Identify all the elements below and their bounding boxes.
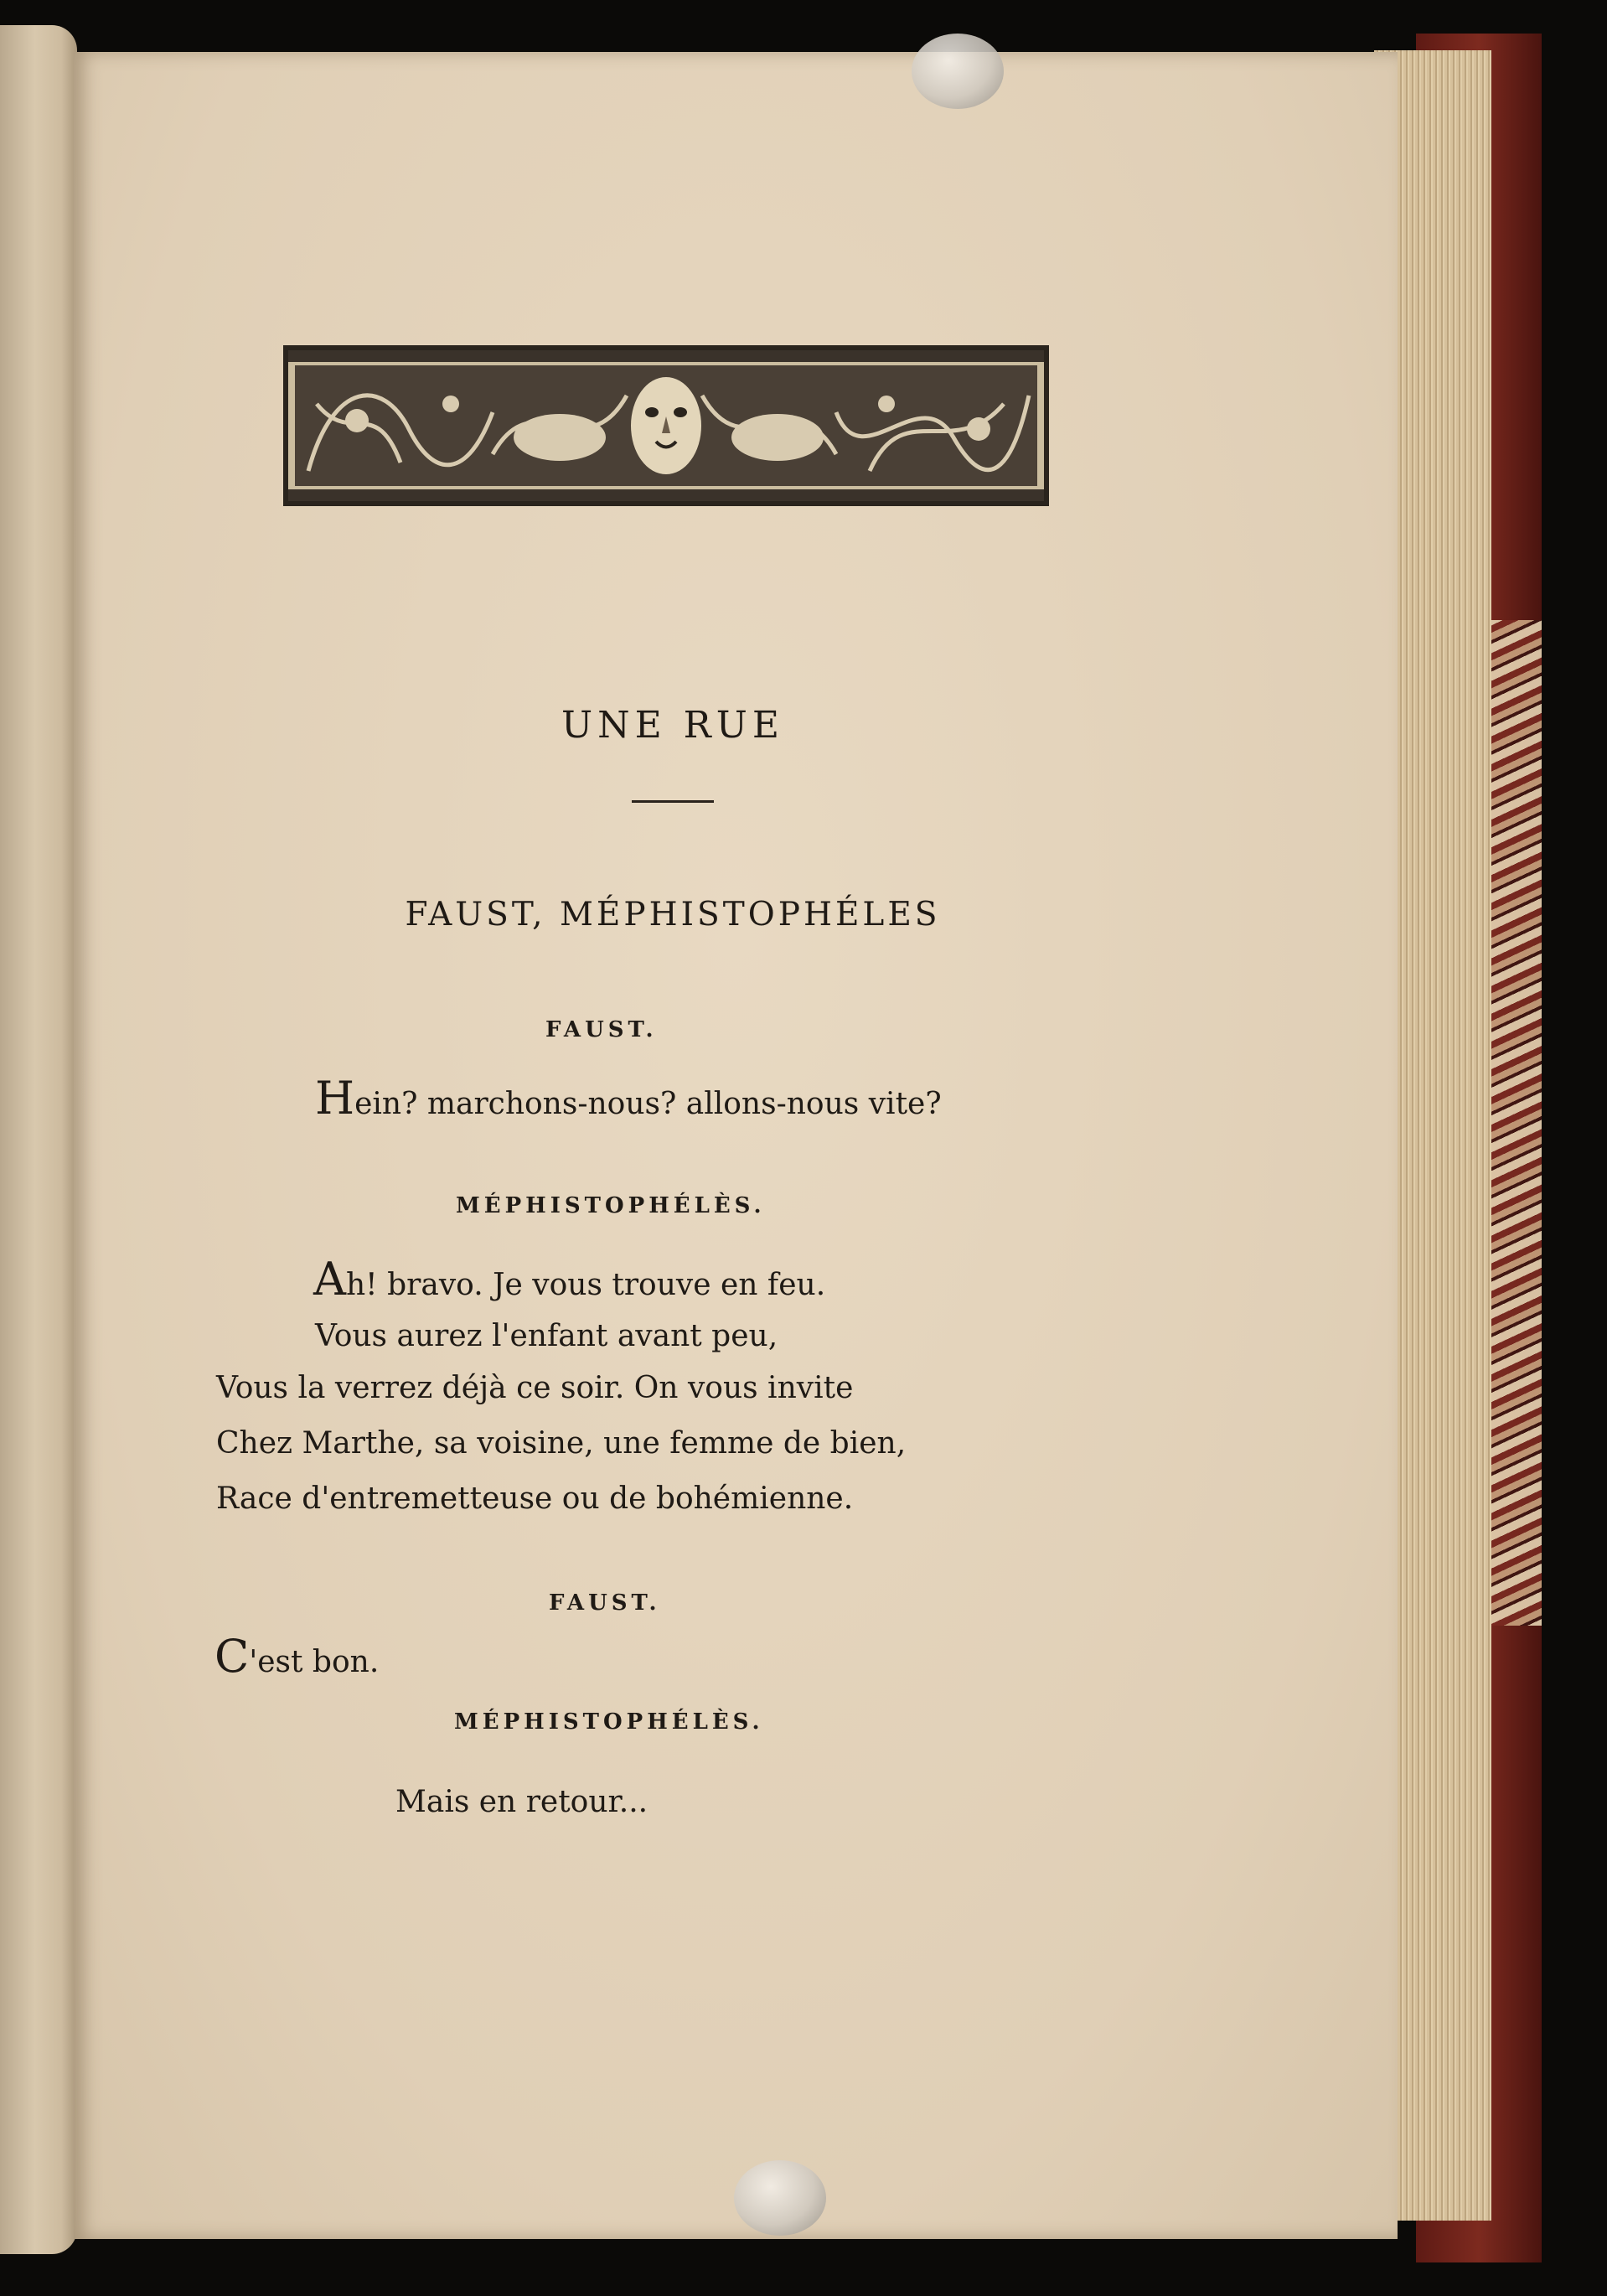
speaker-label: FAUST. <box>549 1590 661 1616</box>
scene-title: UNE RUE <box>561 704 785 747</box>
speaker-label: MÉPHISTOPHÉLÈS. <box>454 1709 764 1735</box>
marbled-endpaper <box>1483 620 1542 1626</box>
page-clip <box>912 34 1004 109</box>
verse-line <box>313 1253 826 1306</box>
verse-text: 'est bon. <box>249 1645 380 1679</box>
drop-initial: C <box>214 1630 250 1683</box>
decorative-frieze-icon <box>283 345 1049 506</box>
verse-line <box>315 1072 942 1125</box>
verse-line <box>214 1630 380 1683</box>
page-clip <box>734 2160 826 2236</box>
verse-line: Vous aurez l'enfant avant peu, <box>315 1319 778 1353</box>
book-page <box>74 52 1398 2239</box>
scene-characters: FAUST, MÉPHISTOPHÉLES <box>405 896 941 933</box>
verse-text: ein? marchons-nous? allons-nous vite? <box>354 1087 942 1121</box>
drop-initial: H <box>315 1072 355 1125</box>
previous-page-edge <box>0 25 77 2254</box>
verse-line: Vous la verrez déjà ce soir. On vous invite <box>216 1371 854 1405</box>
speaker-label: MÉPHISTOPHÉLÈS. <box>456 1193 766 1218</box>
verse-line: Race d'entremetteuse ou de bohémienne. <box>216 1482 854 1516</box>
drop-initial: A <box>313 1253 346 1306</box>
verse-line: Mais en retour... <box>395 1785 648 1819</box>
verse-text: h! bravo. Je vous trouve en feu. <box>346 1268 826 1302</box>
title-divider <box>632 800 714 803</box>
speaker-label: FAUST. <box>545 1017 658 1042</box>
verse-line: Chez Marthe, sa voisine, une femme de bien, <box>216 1426 907 1461</box>
